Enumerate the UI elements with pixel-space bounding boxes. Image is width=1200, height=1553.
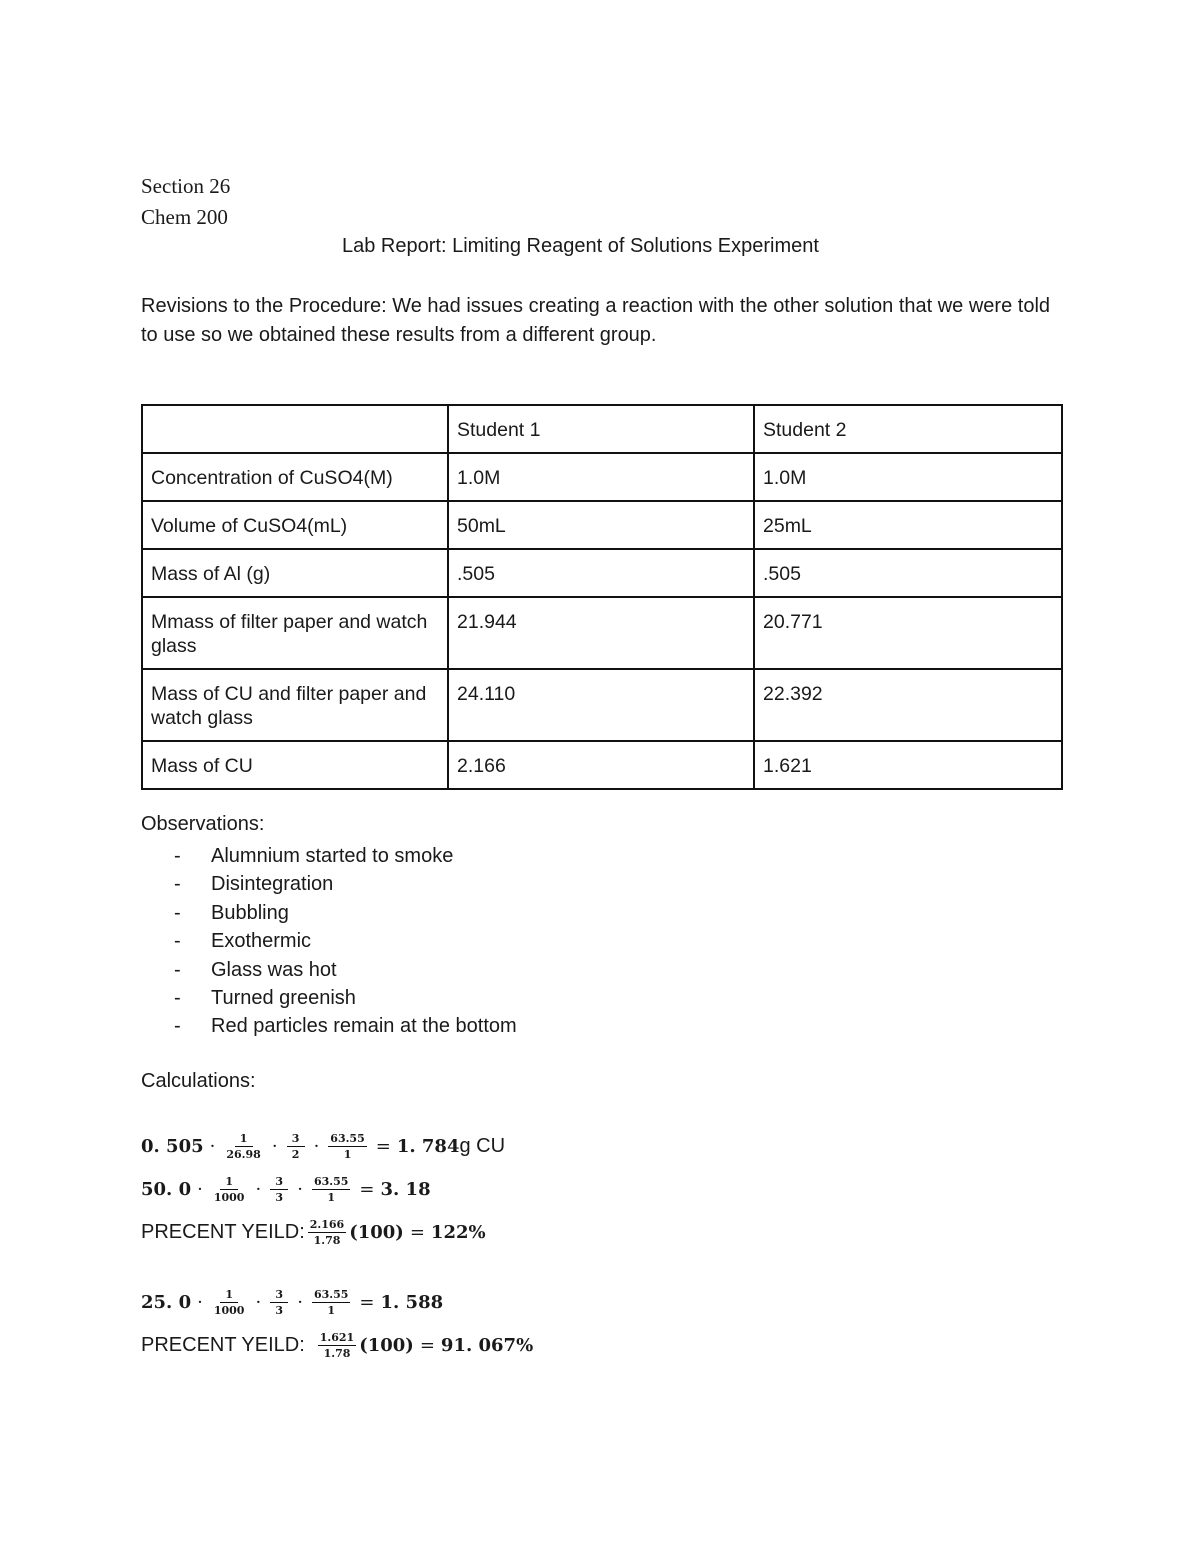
- table-cell: Concentration of CuSO4(M): [142, 453, 448, 501]
- fraction: $\frac{2.166}{1.78}$: [309, 1217, 345, 1247]
- table-cell: .505: [448, 549, 754, 597]
- table-cell: 22.392: [754, 669, 1062, 741]
- table-row: [142, 669, 1062, 741]
- fraction: $\frac{1}{26.98}$: [226, 1131, 261, 1161]
- percent-yield-2: PRECENT YEILD: $\frac{1.621}{1.78}$ (100) = 91. 067%: [141, 1330, 534, 1360]
- list-item: - Disintegration: [174, 873, 334, 896]
- section-label: Section 26: [141, 174, 231, 198]
- fraction: $\frac{3}{3}$: [270, 1175, 288, 1204]
- list-item: - Glass was hot: [174, 958, 337, 981]
- report-title: Lab Report: Limiting Reagent of Solutions Experiment: [342, 235, 819, 257]
- table-cell: Mmass of filter paper and watch glass: [142, 597, 448, 669]
- table-cell: 1.621: [754, 741, 1062, 789]
- table-cell: .505: [754, 549, 1062, 597]
- table-cell: 1.0M: [448, 453, 754, 501]
- table-header-cell: [142, 405, 448, 453]
- list-item: - Alumnium started to smoke: [174, 845, 454, 867]
- table-header-cell: Student 1: [448, 405, 754, 453]
- table-row: [142, 453, 1062, 501]
- table-header-row: [142, 405, 1062, 453]
- course-label: Chem 200: [141, 205, 228, 229]
- fraction: $\frac{1}{1000}$: [213, 1287, 245, 1317]
- results-table: [141, 404, 1063, 790]
- table-row: [142, 741, 1062, 789]
- list-item: - Exothermic: [174, 930, 312, 953]
- table-cell: Mass of CU and filter paper and watch glass: [142, 669, 448, 741]
- equation-student2: 25. 0 · $\frac{1}{1000}$ · $\frac{3}{3}$ · $\frac{63.55}{1}$ = 1. 588: [141, 1287, 444, 1317]
- equation-student1: 50. 0 · $\frac{1}{1000}$ · $\frac{3}{3}$ · $\frac{63.55}{1}$ = 3. 18: [141, 1174, 431, 1204]
- list-item: - Red particles remain at the bottom: [174, 1015, 517, 1038]
- table-cell: 50mL: [448, 501, 754, 549]
- fraction: $\frac{3}{2}$: [287, 1132, 305, 1161]
- equation-theoretical-cu: 0. 505 · $\frac{1}{26.98}$ · $\frac{3}{2}$ · $\frac{63.55}{1}$ = 1. 784 g CU: [141, 1131, 506, 1161]
- observations-list: [141, 842, 517, 1041]
- table-cell: 24.110: [448, 669, 754, 741]
- fraction: $\frac{1.621}{1.78}$: [319, 1330, 355, 1360]
- table-cell: 1.0M: [754, 453, 1062, 501]
- percent-yield-1: PRECENT YEILD: $\frac{2.166}{1.78}$ (100) = 122%: [141, 1217, 486, 1247]
- list-item: - Bubbling: [174, 901, 289, 924]
- fraction: $\frac{1}{1000}$: [213, 1174, 245, 1204]
- table-cell: 25mL: [754, 501, 1062, 549]
- calculations-heading: Calculations:: [141, 1070, 256, 1092]
- fraction: $\frac{63.55}{1}$: [313, 1287, 349, 1317]
- list-item: - Turned greenish: [174, 986, 356, 1009]
- table-cell: Mass of Al (g): [142, 549, 448, 597]
- table-cell: Volume of CuSO4(mL): [142, 501, 448, 549]
- table-row: [142, 501, 1062, 549]
- table-cell: 2.166: [448, 741, 754, 789]
- table-header-cell: Student 2: [754, 405, 1062, 453]
- fraction: $\frac{3}{3}$: [270, 1288, 288, 1317]
- observations-heading: Observations:: [141, 813, 265, 835]
- table-row: [142, 549, 1062, 597]
- fraction: $\frac{63.55}{1}$: [313, 1174, 349, 1204]
- table-cell: 21.944: [448, 597, 754, 669]
- revisions-paragraph: Revisions to the Procedure: We had issues creating a reaction with the other solution that we were told to use so we obtained these results from a different group.: [141, 295, 1051, 346]
- table-row: [142, 597, 1062, 669]
- table-cell: 20.771: [754, 597, 1062, 669]
- fraction: $\frac{63.55}{1}$: [330, 1131, 365, 1161]
- table-cell: Mass of CU: [142, 741, 448, 789]
